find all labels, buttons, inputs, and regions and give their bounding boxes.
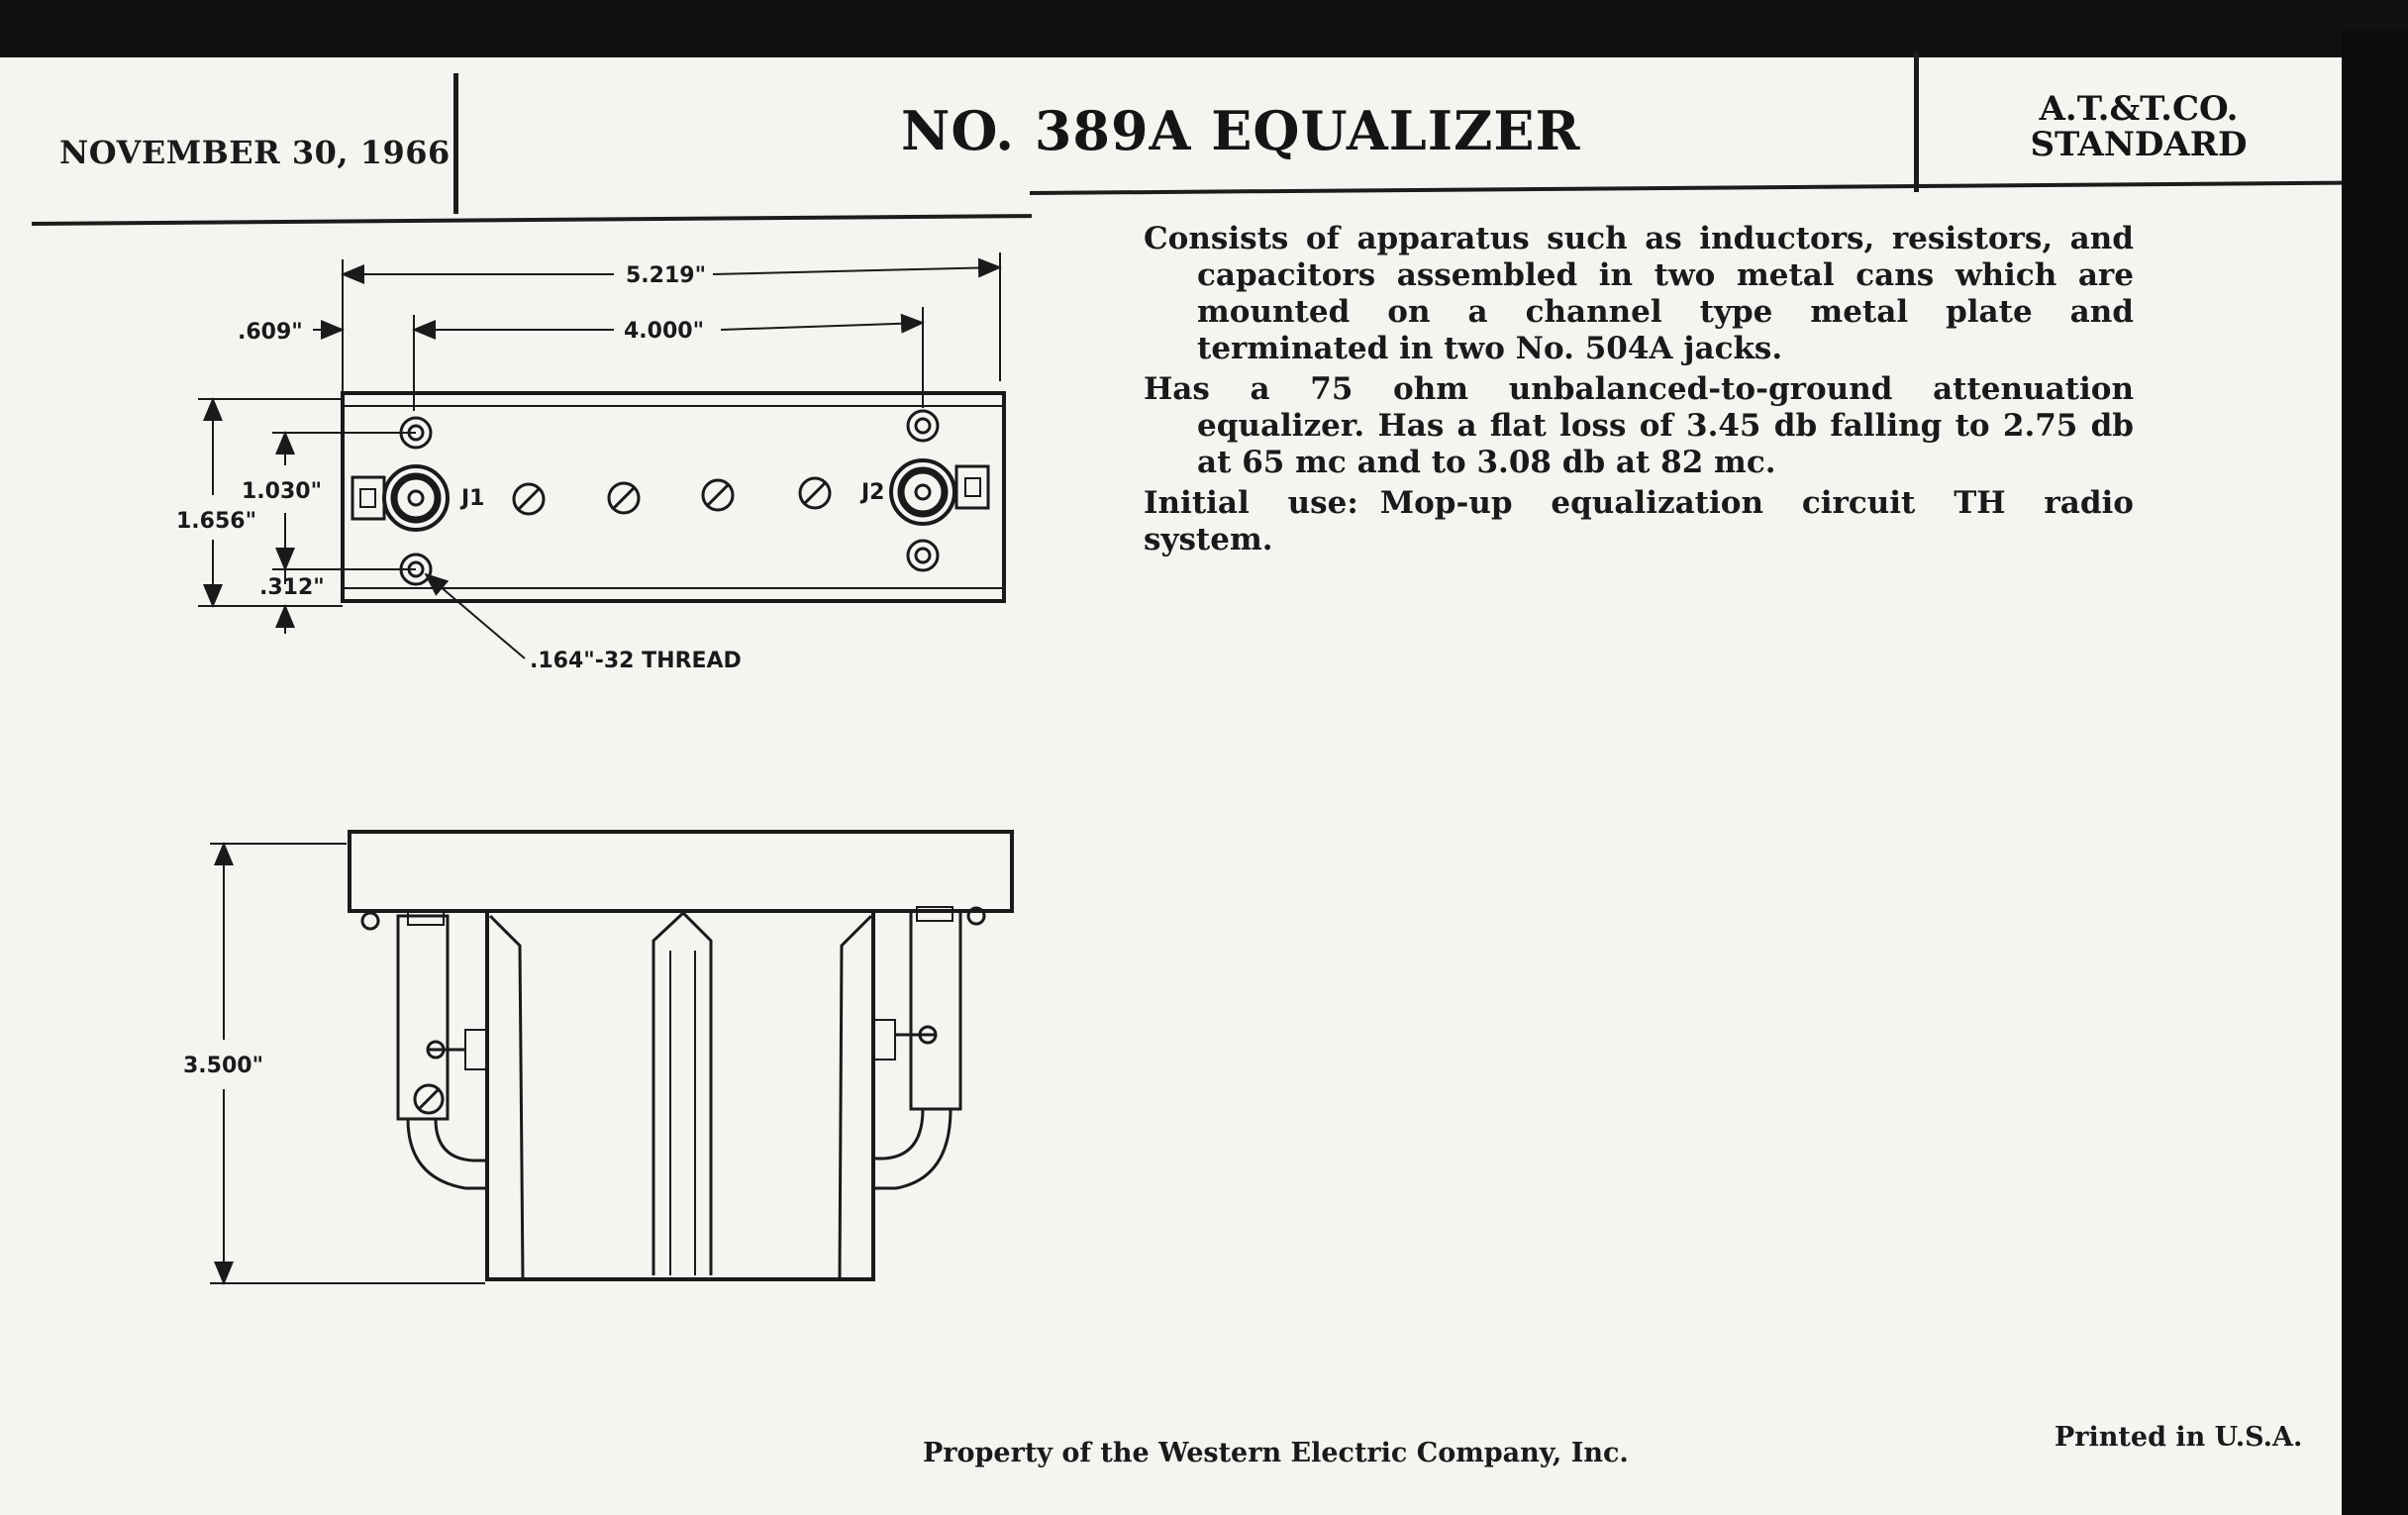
jack-j2-label: J2 bbox=[861, 480, 885, 505]
description-para-2: Has a 75 ohm unbalanced-to-ground attenuation equalizer. Has a flat loss of 3.45 db falling to 2.75 db at 65 mc and to 3.08 db at 82 mc. bbox=[1144, 371, 2134, 480]
standard-line-2: STANDARD bbox=[2030, 125, 2248, 164]
right-jack-housing bbox=[911, 911, 960, 1109]
initial-use-text: Mop-up equalization circuit TH radio system. bbox=[1144, 485, 2134, 557]
side-plate bbox=[350, 832, 1012, 911]
dim-edge-offset: .609" bbox=[238, 320, 303, 345]
dim-overall-width: 5.219" bbox=[626, 263, 707, 288]
initial-use-label: Initial use: bbox=[1144, 485, 1358, 521]
dim-vertical-spacing: 1.030" bbox=[242, 479, 323, 504]
standard-line-1: A.T.&T.CO. bbox=[2039, 89, 2239, 129]
dim-hole-spacing: 4.000" bbox=[624, 319, 705, 344]
side-view bbox=[210, 832, 1012, 1283]
footer-printed: Printed in U.S.A. bbox=[2055, 1422, 2303, 1453]
screw-heads bbox=[514, 478, 830, 514]
jack-j1-bracket bbox=[352, 477, 384, 519]
can-body bbox=[487, 911, 873, 1279]
page-title: NO. 389A EQUALIZER bbox=[901, 99, 1581, 162]
description-para-1: Consists of apparatus such as inductors, resistors, and capacitors assembled in two metal cans which are mounted on a channel type metal plate and terminated in two No. 504A jacks. bbox=[1144, 221, 2134, 366]
dim-depth: 3.500" bbox=[183, 1054, 264, 1078]
footer-property: Property of the Western Electric Company, Inc. bbox=[923, 1438, 1629, 1468]
thread-note: .164"-32 THREAD bbox=[530, 649, 742, 673]
jack-j1-label: J1 bbox=[461, 486, 485, 511]
document-date: NOVEMBER 30, 1966 bbox=[59, 134, 451, 171]
left-jack-housing bbox=[398, 916, 448, 1119]
dim-height: 1.656" bbox=[176, 509, 257, 534]
dim-bottom-offset: .312" bbox=[259, 575, 325, 600]
jack-j2-bracket bbox=[956, 466, 988, 508]
